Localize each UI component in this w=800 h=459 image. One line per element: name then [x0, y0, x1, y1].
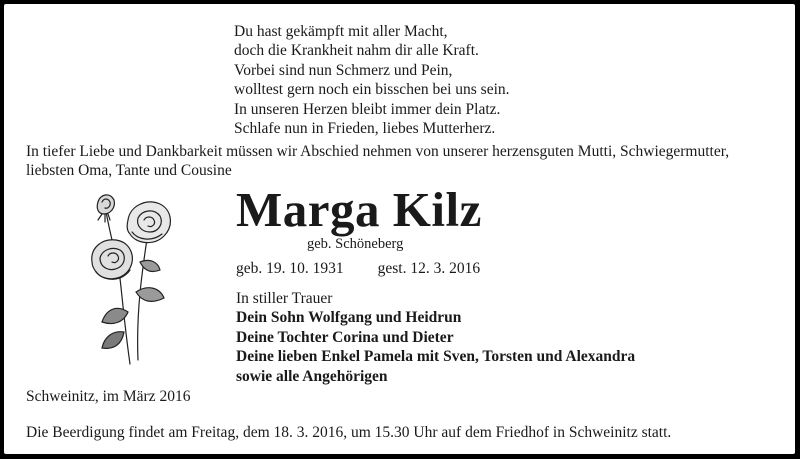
- intro-line: In tiefer Liebe und Dankbarkeit müssen wir Abschied nehmen von unserer herzensguten Mutti, Schwiegermutter,: [26, 143, 730, 160]
- birth-date: geb. 19. 10. 1931: [236, 260, 344, 277]
- mourner-line: Dein Sohn Wolfgang und Heidrun: [236, 309, 462, 327]
- death-date: gest. 12. 3. 2016: [377, 260, 481, 277]
- mourner-line: Deine lieben Enkel Pamela mit Sven, Torsten und Alexandra: [236, 348, 636, 366]
- poem-line: In unseren Herzen bleibt immer dein Platz.: [234, 100, 501, 118]
- poem: [234, 22, 654, 138]
- funeral-notice: Die Beerdigung findet am Freitag, dem 18. 3. 2016, um 15.30 Uhr auf dem Friedhof in Schweinitz statt.: [26, 424, 672, 441]
- poem-line: Vorbei sind nun Schmerz und Pein,: [234, 61, 453, 79]
- poem-line: Du hast gekämpft mit aller Macht,: [234, 23, 448, 40]
- mourner-line: sowie alle Angehörigen: [236, 367, 388, 385]
- intro-line: liebsten Oma, Tante und Cousine: [26, 162, 232, 180]
- place-date: Schweinitz, im März 2016: [26, 388, 191, 405]
- maiden-name: geb. Schöneberg: [307, 236, 404, 252]
- poem-line: doch die Krankheit nahm dir alle Kraft.: [234, 42, 479, 60]
- life-dates: [236, 259, 480, 278]
- obituary-card: [4, 4, 795, 454]
- intro-text: [26, 142, 786, 181]
- deceased-name: Marga Kilz: [236, 182, 482, 237]
- mourners-heading: In stiller Trauer: [236, 290, 333, 307]
- mourners-list: [236, 289, 776, 386]
- roses-illustration-icon: [78, 192, 188, 372]
- mourner-line: Deine Tochter Corina und Dieter: [236, 328, 454, 346]
- poem-line: wolltest gern noch ein bisschen bei uns sein.: [234, 81, 510, 99]
- poem-line: Schlafe nun in Frieden, liebes Mutterherz.: [234, 120, 496, 138]
